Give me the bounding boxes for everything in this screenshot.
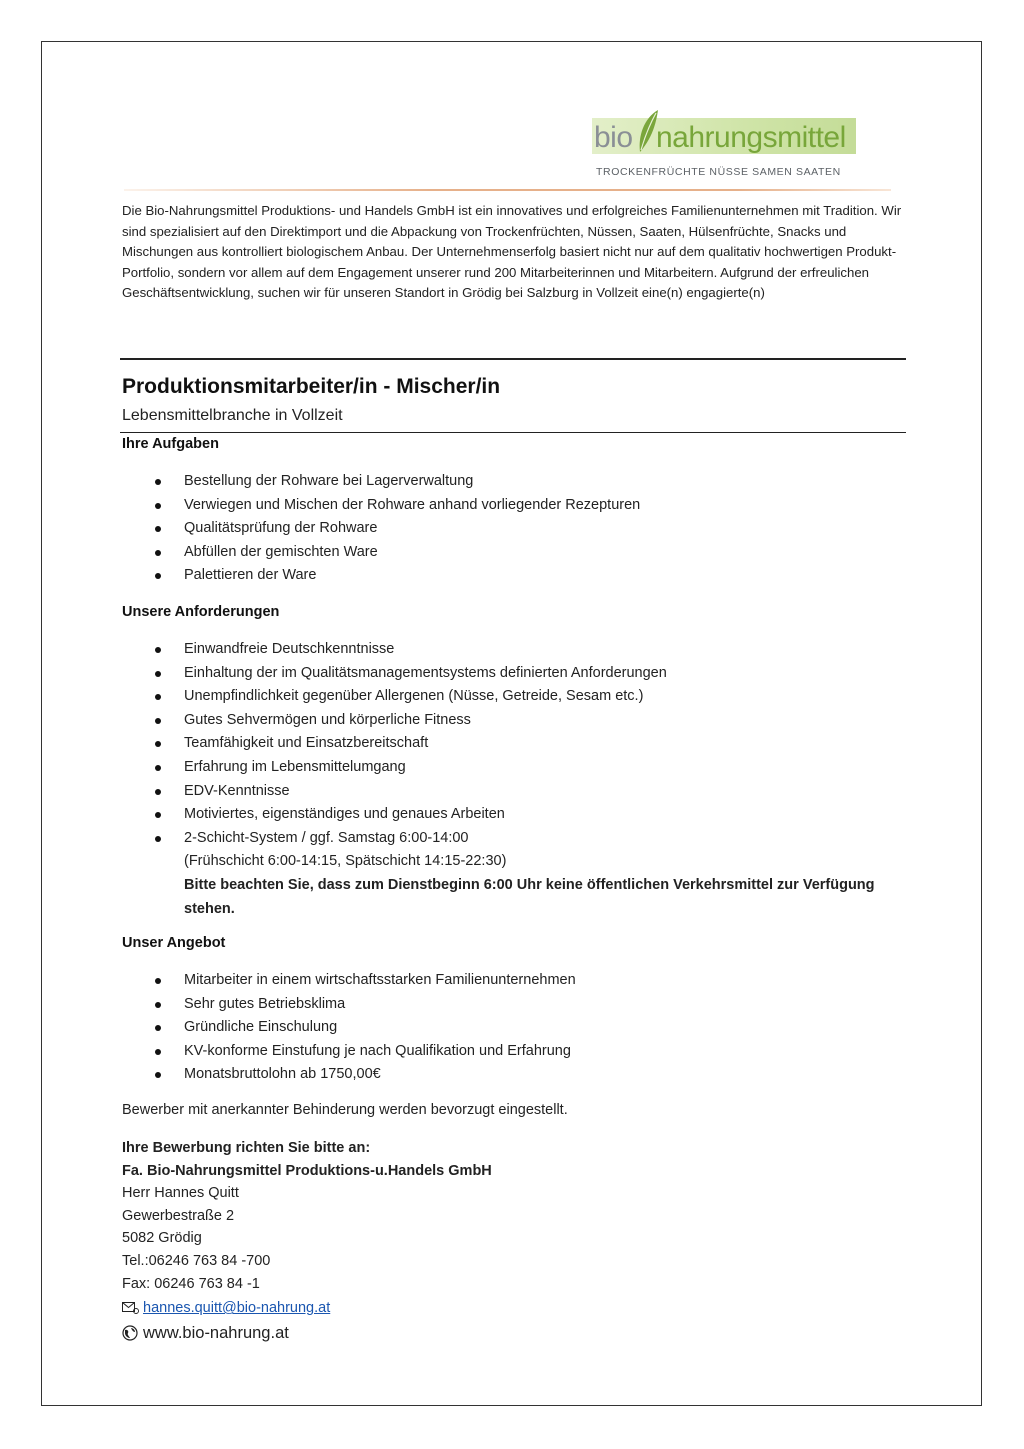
list-item: KV-konforme Einstufung je nach Qualifikation und Erfahrung bbox=[122, 1040, 912, 1064]
list-item: Teamfähigkeit und Einsatzbereitschaft bbox=[122, 732, 912, 756]
list-item: Unempfindlichkeit gegenüber Allergenen (Nüsse, Getreide, Sesam etc.) bbox=[122, 685, 912, 709]
offer-heading: Unser Angebot bbox=[122, 935, 226, 951]
list-item: Motiviertes, eigenständiges und genaues Arbeiten bbox=[122, 803, 912, 827]
company-logo bbox=[592, 108, 858, 184]
contact-city: 5082 Grödig bbox=[122, 1230, 202, 1247]
header-divider bbox=[124, 189, 891, 191]
requirements-heading: Unsere Anforderungen bbox=[122, 604, 280, 620]
title-top-divider bbox=[120, 358, 906, 360]
list-item: Abfüllen der gemischten Ware bbox=[122, 541, 912, 565]
shift-line-2: (Frühschicht 6:00-14:15, Spätschicht 14:15-22:30) bbox=[184, 853, 507, 870]
email-link[interactable]: hannes.quitt@bio-nahrung.at bbox=[143, 1300, 331, 1317]
contact-company: Fa. Bio-Nahrungsmittel Produktions-u.Handels GmbH bbox=[122, 1162, 492, 1179]
contact-fax: Fax: 06246 763 84 -1 bbox=[122, 1275, 260, 1292]
job-subtitle: Lebensmittelbranche in Vollzeit bbox=[122, 407, 343, 424]
offer-list bbox=[122, 969, 912, 1087]
contact-heading: Ihre Bewerbung richten Sie bitte an: bbox=[122, 1140, 371, 1156]
list-item: Verwiegen und Mischen der Rohware anhand vorliegender Rezepturen bbox=[122, 494, 912, 518]
requirements-list bbox=[122, 638, 912, 921]
list-item: Gutes Sehvermögen und körperliche Fitness bbox=[122, 709, 912, 733]
list-item: Monatsbruttolohn ab 1750,00€ bbox=[122, 1063, 912, 1087]
shift-note: Bitte beachten Sie, dass zum Dienstbeginn 6:00 Uhr keine öffentlichen Verkehrsmittel zur Verfügung stehen. bbox=[184, 876, 875, 917]
list-item: Bestellung der Rohware bei Lagerverwaltung bbox=[122, 470, 912, 494]
logo-word-nahrungsmittel: nahrungsmittel bbox=[656, 121, 846, 154]
contact-email-row bbox=[122, 1297, 492, 1320]
job-title: Produktionsmitarbeiter/in - Mischer/in bbox=[122, 375, 501, 398]
globe-icon bbox=[122, 1325, 138, 1341]
contact-web-row bbox=[122, 1322, 492, 1345]
tasks-list bbox=[122, 470, 912, 588]
list-item: Palettieren der Ware bbox=[122, 564, 912, 588]
list-item: Sehr gutes Betriebsklima bbox=[122, 993, 912, 1017]
list-item: Einhaltung der im Qualitätsmanagementsystems definierten Anforderungen bbox=[122, 662, 912, 686]
list-item: Qualitätsprüfung der Rohware bbox=[122, 517, 912, 541]
email-icon bbox=[122, 1302, 139, 1314]
logo-word-bio: bio bbox=[594, 121, 633, 154]
contact-street: Gewerbestraße 2 bbox=[122, 1207, 235, 1224]
list-item: EDV-Kenntnisse bbox=[122, 780, 912, 804]
disability-note: Bewerber mit anerkannter Behinderung werden bevorzugt eingestellt. bbox=[122, 1102, 568, 1118]
list-item: Erfahrung im Lebensmittelumgang bbox=[122, 756, 912, 780]
logo-tagline: TROCKENFRÜCHTE NÜSSE SAMEN SAATEN bbox=[596, 166, 841, 178]
list-item: Gründliche Einschulung bbox=[122, 1016, 912, 1040]
contact-block bbox=[122, 1137, 492, 1344]
website-link[interactable]: www.bio-nahrung.at bbox=[143, 1323, 289, 1342]
list-item: Mitarbeiter in einem wirtschaftsstarken Familienunternehmen bbox=[122, 969, 912, 993]
title-bottom-divider bbox=[120, 432, 906, 433]
list-item-shift bbox=[122, 827, 912, 921]
shift-line-1: 2-Schicht-System / ggf. Samstag 6:00-14:00 bbox=[184, 829, 469, 846]
contact-tel: Tel.:06246 763 84 -700 bbox=[122, 1252, 271, 1269]
list-item: Einwandfreie Deutschkenntnisse bbox=[122, 638, 912, 662]
intro-paragraph: Die Bio-Nahrungsmittel Produktions- und Handels GmbH ist ein innovatives und erfolgreiches Familienunternehmen mit Tradition. Wir sind spezialisiert auf den Direktimport und die Abpackung von Trockenfrüchten, Nüssen, Saaten, Hülsenfrüchte, Snacks und Mischungen aus kontrolliert biologischem Anbau. Der Unternehmenserfolg basiert nicht nur auf dem qualitativ hochwertigen Produkt-Portfolio, sondern vor allem auf dem Engagement unserer rund 200 Mitarbeiterinnen und Mitarbeitern. Aufgrund der erfreulichen Geschäftsentwicklung, suchen wir für unseren Standort in Grödig bei Salzburg in Vollzeit eine(n) engagierte(n) bbox=[122, 203, 902, 301]
tasks-heading: Ihre Aufgaben bbox=[122, 436, 219, 452]
contact-person: Herr Hannes Quitt bbox=[122, 1185, 239, 1202]
